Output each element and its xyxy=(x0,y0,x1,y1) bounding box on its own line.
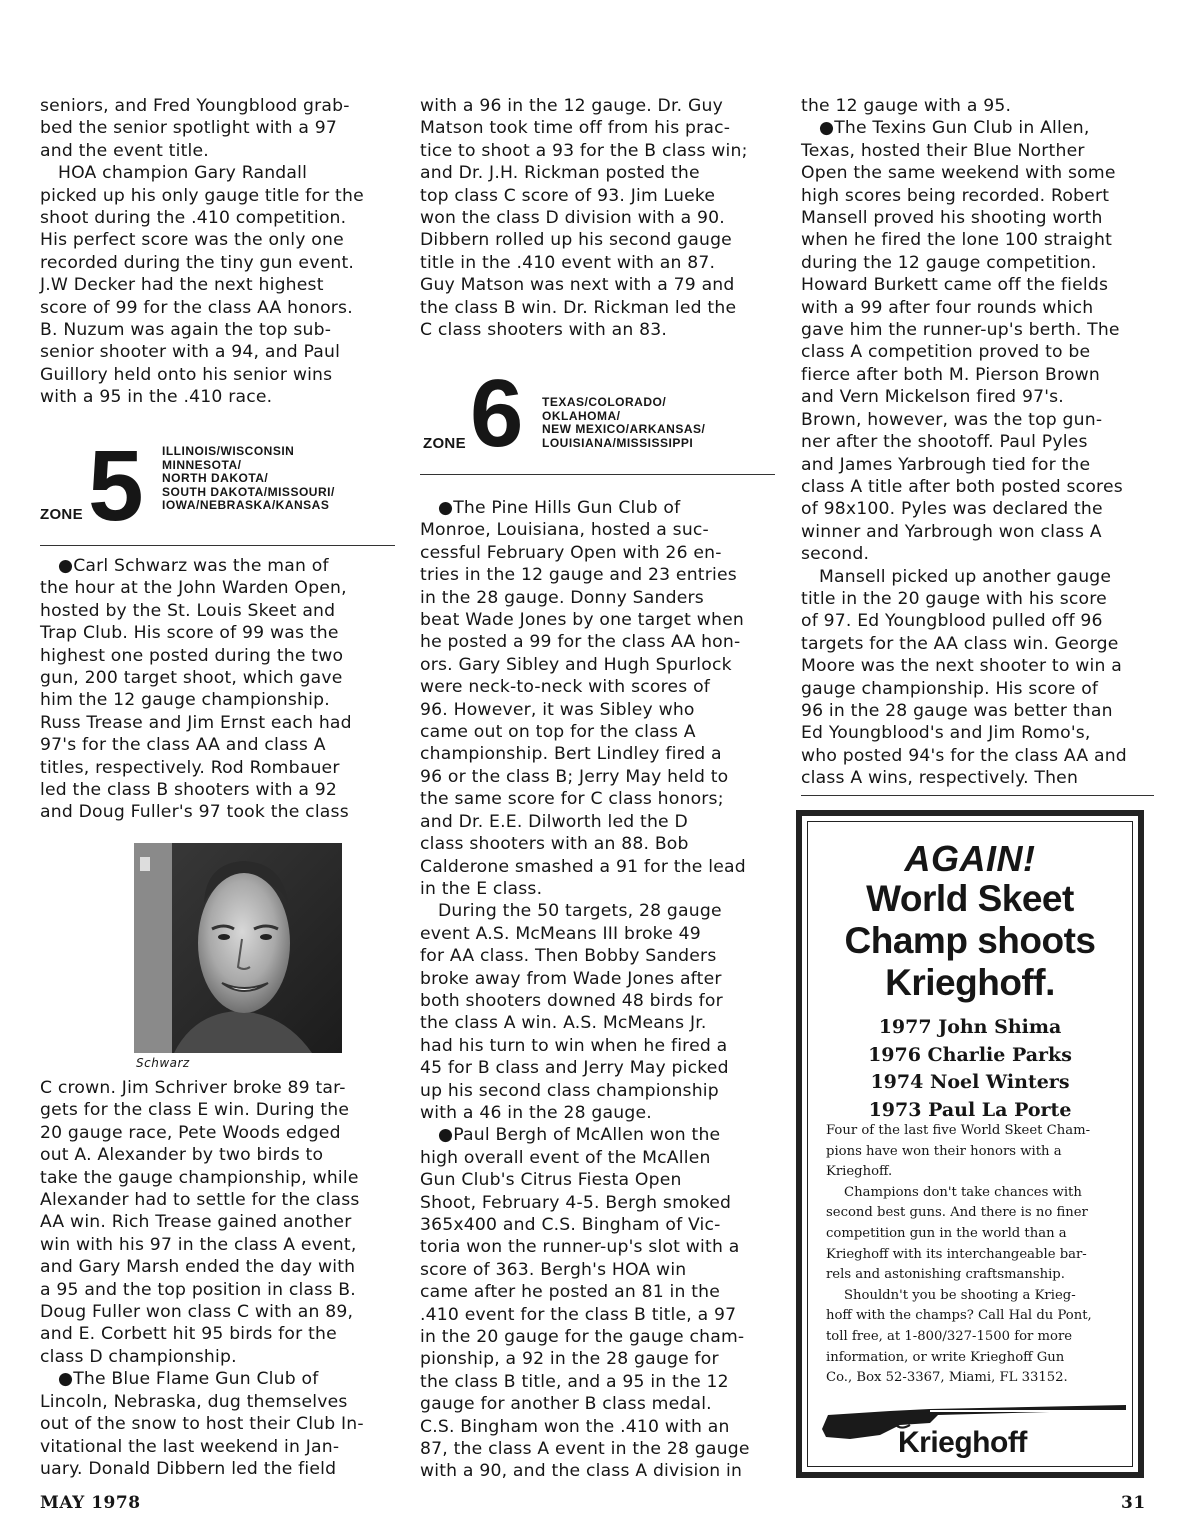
ad-body-line: pions have won their honors with a xyxy=(826,1143,1062,1159)
ad-body-line: information, or write Krieghoff Gun xyxy=(826,1349,1065,1365)
text-line: when he fired the lone 100 straight xyxy=(801,230,1113,251)
zone-5-rule xyxy=(40,545,395,546)
text-line: and James Yarbrough tied for the xyxy=(801,454,1091,475)
text-line: ●The Blue Flame Gun Club of xyxy=(58,1369,319,1390)
krieghoff-logo: Krieghoff xyxy=(898,1426,1027,1459)
text-line: 45 for B class and Jerry May picked xyxy=(420,1058,729,1079)
text-line: Texas, hosted their Blue Norther xyxy=(801,140,1085,161)
text-line: Mansell proved his shooting worth xyxy=(801,208,1103,229)
text-line: picked up his only gauge title for the xyxy=(40,185,364,206)
text-line: Russ Trease and Jim Ernst each had xyxy=(40,712,352,733)
text-line: beat Wade Jones by one target when xyxy=(420,610,744,631)
text-line: came out on top for the class A xyxy=(420,722,696,743)
text-line: up his second class championship xyxy=(420,1080,719,1101)
text-line: gave him the runner-up's berth. The xyxy=(801,320,1120,341)
ad-body-line: second best guns. And there is no finer xyxy=(826,1205,1088,1221)
ad-body-line: Krieghoff. xyxy=(826,1164,893,1180)
text-line: during the 12 gauge competition. xyxy=(801,252,1097,273)
text-line: highest one posted during the two xyxy=(40,645,344,666)
text-line: Shoot, February 4-5. Bergh smoked xyxy=(420,1192,732,1213)
text-line: pionship, a 92 in the 28 gauge for xyxy=(420,1349,719,1370)
ad-body-line: hoff with the champs? Call Hal du Pont, xyxy=(826,1308,1092,1324)
text-line: take the gauge championship, while xyxy=(40,1167,359,1188)
text-line: ●Paul Bergh of McAllen won the xyxy=(438,1125,721,1146)
text-line: winner and Yarbrough won class A xyxy=(801,521,1102,542)
ad-title-line: Champ shoots xyxy=(844,920,1096,961)
ad-title-line: World Skeet xyxy=(866,878,1074,919)
ad-body-line: Four of the last five World Skeet Cham- xyxy=(826,1123,1091,1138)
text-line: Monroe, Louisiana, hosted a suc- xyxy=(420,520,709,541)
text-line: toria won the runner-up's slot with a xyxy=(420,1237,740,1258)
zone-state-line: TEXAS/COLORADO/ xyxy=(542,395,667,409)
text-line: had his turn to win when he fired a xyxy=(420,1035,728,1056)
ad-body xyxy=(826,1121,1122,1389)
zone-state-line: SOUTH DAKOTA/MISSOURI/ xyxy=(162,484,335,499)
text-line: Alexander had to settle for the class xyxy=(40,1190,360,1211)
text-line: a 95 and the top position in class B. xyxy=(40,1279,356,1300)
text-line: 97's for the class AA and class A xyxy=(40,735,326,756)
text-line: with a 95 in the .410 race. xyxy=(40,387,273,408)
text-line: title in the .410 event with an 87. xyxy=(420,252,716,273)
text-line: in the 28 gauge. Donny Sanders xyxy=(420,587,704,608)
text-line: ●The Pine Hills Gun Club of xyxy=(438,498,681,518)
text-line: 96. However, it was Sibley who xyxy=(420,699,695,720)
zone-number: 5 xyxy=(88,430,142,542)
text-line: in the E class. xyxy=(420,878,543,899)
ad-body-line: competition gun in the world than a xyxy=(826,1225,1067,1241)
column-1-bottom xyxy=(40,1077,400,1480)
text-line: of 98x100. Pyles was declared the xyxy=(801,499,1103,520)
text-line: 365x400 and C.S. Bingham of Vic- xyxy=(420,1215,721,1235)
text-line: the 12 gauge with a 95. xyxy=(801,96,1012,116)
text-line: During the 50 targets, 28 gauge xyxy=(438,901,722,922)
text-line: high scores being recorded. Robert xyxy=(801,185,1110,206)
text-line: he posted a 99 for the class AA hon- xyxy=(420,632,741,653)
text-line: titles, respectively. Rod Rombauer xyxy=(40,757,340,778)
text-line: gauge championship. His score of xyxy=(801,678,1099,699)
page-number: 31 xyxy=(1121,1493,1146,1513)
text-line: and Vern Mickelson fired 97's. xyxy=(801,387,1064,408)
text-line: C.S. Bingham won the .410 with an xyxy=(420,1416,730,1437)
text-line: recorded during the tiny gun event. xyxy=(40,252,355,273)
text-line: second. xyxy=(801,544,870,565)
text-line: Brown, however, was the top gun- xyxy=(801,409,1103,430)
text-line: Howard Burkett came off the fields xyxy=(801,275,1109,296)
text-line: Open the same weekend with some xyxy=(801,163,1116,184)
zone-word: ZONE xyxy=(423,435,466,452)
column-1-top xyxy=(40,95,400,409)
zone-state-line: MINNESOTA/ xyxy=(162,457,242,472)
text-line: with a 90, and the class A division in xyxy=(420,1461,743,1482)
text-line: the class B win. Dr. Rickman led the xyxy=(420,297,737,318)
text-line: uary. Donald Dibbern led the field xyxy=(40,1458,337,1479)
text-line: class A title after both posted scores xyxy=(801,476,1123,497)
text-line: tries in the 12 gauge and 23 entries xyxy=(420,565,737,586)
issue-date: MAY 1978 xyxy=(40,1493,141,1513)
text-line: His perfect score was the only one xyxy=(40,230,344,251)
ad-headline: AGAIN! xyxy=(904,838,1036,879)
zone-state-line: NEW MEXICO/ARKANSAS/ xyxy=(542,422,706,437)
zone-state-line: IOWA/NEBRASKA/KANSAS xyxy=(162,498,330,513)
text-line: 96 in the 28 gauge was better than xyxy=(801,700,1113,721)
text-line: senior shooter with a 94, and Paul xyxy=(40,342,341,363)
zone-states xyxy=(162,445,335,513)
text-line: score of 99 for the class AA honors. xyxy=(40,297,353,318)
text-line: top class C score of 93. Jim Lueke xyxy=(420,185,716,206)
ad-body-line: Champions don't take chances with xyxy=(844,1184,1082,1200)
zone-state-line: OKLAHOMA/ xyxy=(542,408,621,423)
text-line: cessful February Open with 26 en- xyxy=(420,542,722,563)
text-line: the hour at the John Warden Open, xyxy=(40,578,347,599)
text-line: in the 20 gauge for the gauge cham- xyxy=(420,1327,745,1348)
text-line: ●Carl Schwarz was the man of xyxy=(58,556,329,576)
text-line: tice to shoot a 93 for the B class win; xyxy=(420,140,748,161)
text-line: were neck-to-neck with scores of xyxy=(420,677,711,698)
text-line: won the class D division with a 90. xyxy=(420,208,725,229)
column-3-rule xyxy=(801,795,1154,796)
text-line: class shooters with an 88. Bob xyxy=(420,834,689,855)
schwarz-photo xyxy=(134,843,342,1053)
text-line: led the class B shooters with a 92 xyxy=(40,780,338,801)
ad-body-line: Krieghoff with its interchangeable bar- xyxy=(826,1246,1087,1262)
text-line: and Dr. E.E. Dilworth led the D xyxy=(420,811,688,832)
text-line: championship. Bert Lindley fired a xyxy=(420,744,722,765)
text-line: hosted by the St. Louis Skeet and xyxy=(40,600,336,621)
text-line: class D championship. xyxy=(40,1346,237,1367)
text-line: with a 99 after four rounds which xyxy=(801,297,1094,318)
text-line: seniors, and Fred Youngblood grab- xyxy=(40,96,350,116)
text-line: Guy Matson was next with a 79 and xyxy=(420,275,735,296)
text-line: who posted 94's for the class AA and xyxy=(801,745,1127,766)
zone-states xyxy=(542,396,705,450)
ad-body-line: Co., Box 52-3367, Miami, FL 33152. xyxy=(826,1370,1068,1386)
text-line: J.W Decker had the next highest xyxy=(40,275,324,296)
text-line: broke away from Wade Jones after xyxy=(420,968,722,989)
text-line: gun, 200 target shoot, which gave xyxy=(40,668,343,689)
text-line: of 97. Ed Youngblood pulled off 96 xyxy=(801,611,1103,632)
zone-5-heading xyxy=(40,430,400,542)
text-line: ors. Gary Sibley and Hugh Spurlock xyxy=(420,654,732,675)
text-line: Calderone smashed a 91 for the lead xyxy=(420,856,746,877)
text-line: Guillory held onto his senior wins xyxy=(40,364,333,385)
text-line: came after he posted an 81 in the xyxy=(420,1282,721,1303)
column-3 xyxy=(801,95,1171,790)
ad-body-line: Shouldn't you be shooting a Krieg- xyxy=(844,1287,1076,1303)
text-line: 96 or the class B; Jerry May held to xyxy=(420,766,729,787)
text-line: and the event title. xyxy=(40,140,209,161)
text-line: C crown. Jim Schriver broke 89 tar- xyxy=(40,1078,346,1098)
text-line: him the 12 gauge championship. xyxy=(40,690,330,711)
text-line: Gun Club's Citrus Fiesta Open xyxy=(420,1170,682,1191)
text-line: class A wins, respectively. Then xyxy=(801,768,1079,789)
text-line: Moore was the next shooter to win a xyxy=(801,656,1122,677)
text-line: out A. Alexander by two birds to xyxy=(40,1145,324,1166)
text-line: class A competition proved to be xyxy=(801,342,1091,363)
text-line: vitational the last weekend in Jan- xyxy=(40,1436,340,1457)
text-line: title in the 20 gauge with his score xyxy=(801,588,1107,609)
text-line: ●The Texins Gun Club in Allen, xyxy=(819,118,1090,139)
text-line: the class A win. A.S. McMeans Jr. xyxy=(420,1013,707,1034)
text-line: B. Nuzum was again the top sub- xyxy=(40,320,332,341)
text-line: fierce after both M. Pierson Brown xyxy=(801,364,1100,385)
zone-word: ZONE xyxy=(40,506,83,523)
text-line: AA win. Rich Trease gained another xyxy=(40,1212,352,1233)
photo-caption: Schwarz xyxy=(136,1056,190,1070)
text-line: for AA class. Then Bobby Sanders xyxy=(420,946,717,967)
zone-number: 6 xyxy=(470,360,522,467)
column-2-top xyxy=(420,95,780,341)
zone-state-line: ILLINOIS/WISCONSIN xyxy=(162,444,295,458)
text-line: out of the snow to host their Club In- xyxy=(40,1414,364,1435)
text-line: and Doug Fuller's 97 took the class xyxy=(40,802,349,823)
champion-list xyxy=(802,1014,1138,1124)
text-line: Doug Fuller won class C with an 89, xyxy=(40,1302,354,1323)
ad-body-line: toll free, at 1-800/327-1500 for more xyxy=(826,1328,1073,1344)
text-line: 20 gauge race, Pete Woods edged xyxy=(40,1122,341,1143)
text-line: Matson took time off from his prac- xyxy=(420,118,731,139)
text-line: HOA champion Gary Randall xyxy=(58,163,308,184)
champion-entry: 1977 John Shima xyxy=(878,1016,1062,1038)
ad-body-line: rels and astonishing craftsmanship. xyxy=(826,1267,1065,1283)
text-line: shoot during the .410 competition. xyxy=(40,208,347,229)
zone-state-line: LOUISIANA/MISSISSIPPI xyxy=(542,435,694,450)
text-line: the class B title, and a 95 in the 12 xyxy=(420,1371,729,1392)
krieghoff-advertisement xyxy=(796,810,1144,1478)
text-line: gets for the class E win. During the xyxy=(40,1100,350,1121)
text-line: with a 96 in the 12 gauge. Dr. Guy xyxy=(420,96,723,116)
zone-6-heading xyxy=(420,360,780,467)
text-line: .410 event for the class B title, a 97 xyxy=(420,1304,737,1325)
text-line: score of 363. Bergh's HOA win xyxy=(420,1259,687,1280)
text-line: the same score for C class honors; xyxy=(420,789,724,810)
champion-entry: 1973 Paul La Porte xyxy=(868,1098,1072,1121)
text-line: Trap Club. His score of 99 was the xyxy=(40,623,339,644)
text-line: gauge for another B class medal. xyxy=(420,1394,712,1415)
text-line: Dibbern rolled up his second gauge xyxy=(420,230,732,251)
text-line: ner after the shootoff. Paul Pyles xyxy=(801,432,1088,453)
text-line: C class shooters with an 83. xyxy=(420,320,668,341)
column-2-bottom xyxy=(420,497,780,1483)
text-line: and Dr. J.H. Rickman posted the xyxy=(420,163,700,184)
champion-entry: 1974 Noel Winters xyxy=(870,1071,1070,1093)
text-line: targets for the AA class win. George xyxy=(801,633,1119,654)
text-line: event A.S. McMeans III broke 49 xyxy=(420,923,701,944)
text-line: Ed Youngblood's and Jim Romo's, xyxy=(801,723,1091,744)
text-line: both shooters downed 48 birds for xyxy=(420,990,723,1011)
column-1-mid xyxy=(40,555,400,824)
text-line: with a 46 in the 28 gauge. xyxy=(420,1102,652,1123)
text-line: 87, the class A event in the 28 gauge xyxy=(420,1439,750,1460)
champion-entry: 1976 Charlie Parks xyxy=(868,1043,1072,1066)
text-line: Lincoln, Nebraska, dug themselves xyxy=(40,1391,348,1412)
text-line: bed the senior spotlight with a 97 xyxy=(40,118,338,139)
text-line: and Gary Marsh ended the day with xyxy=(40,1257,356,1278)
ad-title-line: Krieghoff. xyxy=(885,962,1055,1003)
text-line: high overall event of the McAllen xyxy=(420,1147,711,1168)
zone-state-line: NORTH DAKOTA/ xyxy=(162,471,269,486)
text-line: Mansell picked up another gauge xyxy=(819,566,1112,587)
zone-6-rule xyxy=(420,474,775,475)
text-line: win with his 97 in the class A event, xyxy=(40,1234,357,1255)
text-line: and E. Corbett hit 95 birds for the xyxy=(40,1324,337,1345)
